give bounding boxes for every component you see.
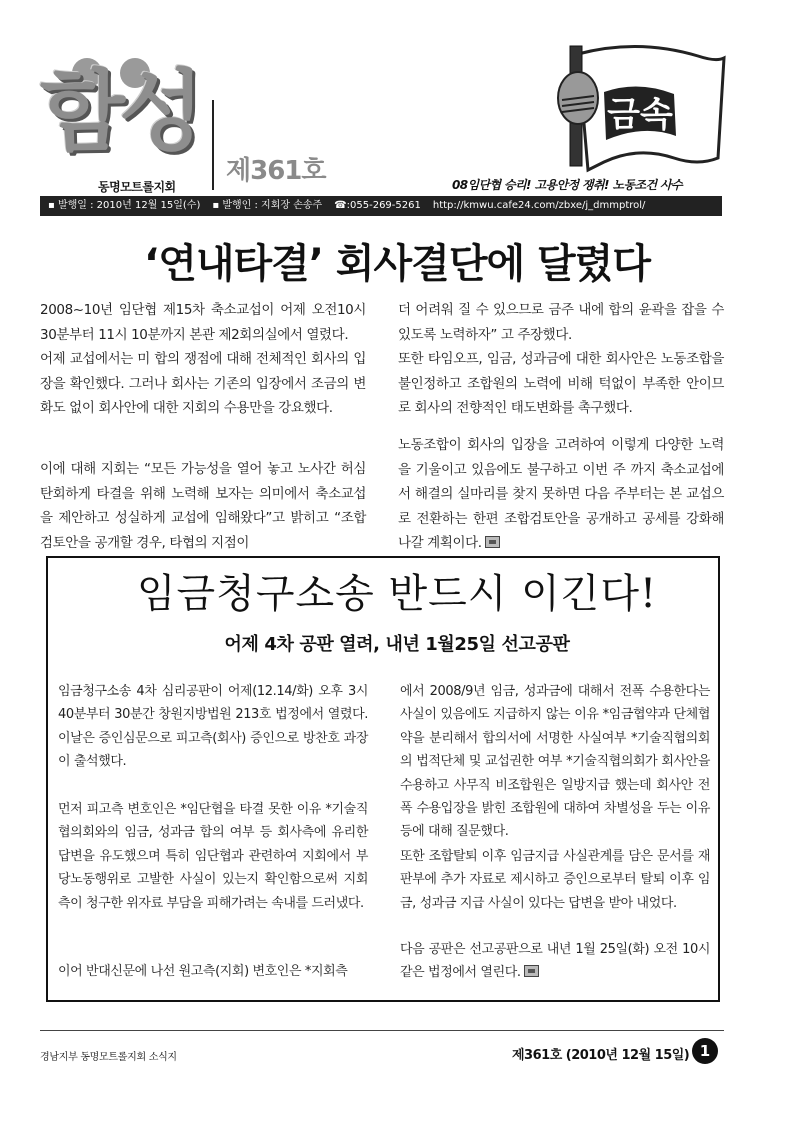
article1-paragraph-4: 더 어려워 질 수 있으므로 금주 내에 합의 윤곽을 잡을 수 있도록 노력하자” 고 주장했다. (398, 302, 724, 343)
article2-paragraph-4: 에서 2008/9년 임금, 성과금에 대해서 전폭 수용한다는 사실이 있음에도 지급하지 않는 이유 *임금협약과 단체협약을 분리해서 합의서에 서명한 사실여부 *기술직협의회의 법적단체 및 교섭권한 여부 *기술직협의회가 회사안을 수용하고 사무직 비조합원은 일방지급 했는데 회사안 전폭 수용입장을 밝힌 조합원에 대하여 차별성을 두는 이유 등에 대해 질문했다. (400, 684, 710, 840)
phone-number: ☎:055-269-5261 (334, 200, 421, 211)
article1-paragraph-1: 2008~10년 임단협 제15차 축소교섭이 어제 오전10시 30분부터 11시 10분까지 본관 제2회의실에서 열렸다. (40, 302, 366, 343)
article2-paragraph-2: 먼저 피고측 변호인은 *임단협을 타결 못한 이유 *기술직협의회와의 임금, 성과금 합의 여부 등 회사측에 유리한 답변을 유도했으며 특히 임단협과 관련하여 지회에서 부당노동행위로 고발한 사실이 있는지 확인함으로써 지회측이 청구한 위자료 부담을 피해가려는 속내를 드러냈다. (58, 802, 368, 911)
footer-issue-date: 제361호 (2010년 12월 15일) (512, 1048, 690, 1063)
lawsuit-subtitle: 어제 4차 공판 열려, 내년 1월25일 선고공판 (224, 634, 570, 655)
article2-paragraph-3: 이어 반대신문에 나선 원고측(지회) 변호인은 *지회측 (58, 964, 348, 979)
article1-paragraph-3: 이에 대해 지회는 “모든 가능성을 열어 놓고 노사간 허심탄회하게 타결을 위해 노력해 보자는 의미에서 축소교섭을 제안하고 성실하게 교섭에 임해왔다”고 밝히고 “조합검토안을 공개할 경우, 타협의 지점이 (40, 461, 366, 551)
publish-date: ▪ 발행일 : 2010년 12월 15일(수) (48, 200, 201, 211)
footer-publication: 경남지부 동명모트롤지회 소식지 (40, 1052, 177, 1063)
article2-paragraph-1: 임금청구소송 4차 심리공판이 어제(12.14/화) 오후 3시 40분부터 30분간 창원지방법원 213호 법정에서 열렸다. 이날은 증인심문으로 피고측(회사) 증인으로 방찬호 과장이 출석했다. (58, 684, 368, 770)
end-mark-icon (524, 965, 539, 977)
article2-paragraph-6 (400, 938, 710, 985)
article2-paragraph-5: 또한 조합탈퇴 이후 임금지급 사실관계를 담은 문서를 재판부에 추가 자료로 제시하고 증인으로부터 탈퇴 이후 임금, 성과금 지급 사실이 있다는 답변을 받아 내었다. (400, 849, 710, 911)
website-url: http://kmwu.cafe24.com/zbxe/j_dmmptrol/ (432, 200, 646, 211)
issue-number: 제361호 (226, 156, 326, 186)
slogan: 08임단협 승리! 고용안정 쟁취! 노동조건 사수 (452, 178, 682, 192)
union-flag-logo (548, 40, 728, 180)
publisher: ▪ 발행인 : 지회장 손송주 (212, 200, 323, 211)
newsletter-logo: 함성 (40, 60, 199, 163)
publication-info-bar (40, 196, 722, 216)
article1-paragraph-5: 또한 타임오프, 임금, 성과금에 대한 회사안은 노동조합을 불인정하고 조합원의 노력에 비해 턱없이 부족한 안이므로 회사의 전향적인 태도변화를 촉구했다. (398, 351, 724, 417)
article1-paragraph-6 (398, 433, 724, 556)
end-mark-icon (485, 536, 500, 548)
union-name: 동명모트롤지회 (98, 180, 176, 194)
masthead-divider (212, 100, 214, 190)
footer-rule (40, 1030, 724, 1031)
main-headline: ‘연내타결’ 회사결단에 달렸다 (144, 241, 650, 287)
article1-paragraph-2: 어제 교섭에서는 미 합의 쟁점에 대해 전체적인 회사의 입장을 확인했다. 그러나 회사는 기존의 입장에서 조금의 변화도 없이 회사안에 대한 지회의 수용만을 강요했다. (40, 351, 366, 417)
article1-paragraph-6-text: 노동조합이 회사의 입장을 고려하여 이렇게 다양한 노력을 기울이고 있음에도 불구하고 이번 주 까지 축소교섭에서 해결의 실마리를 찾지 못하면 다음 주부터는 본 교섭으로 전환하는 한편 조합검토안을 공개하고 공세를 강화해 나갈 계획이다. (398, 437, 724, 552)
flag-text: 금속 (607, 95, 673, 135)
page-number: 1 (692, 1038, 718, 1064)
lawsuit-title: 임금청구소송 반드시 이긴다! (136, 571, 658, 617)
article2-paragraph-6-text: 다음 공판은 선고공판으로 내년 1월 25일(화) 오전 10시 같은 법정에서 열린다. (400, 942, 710, 981)
